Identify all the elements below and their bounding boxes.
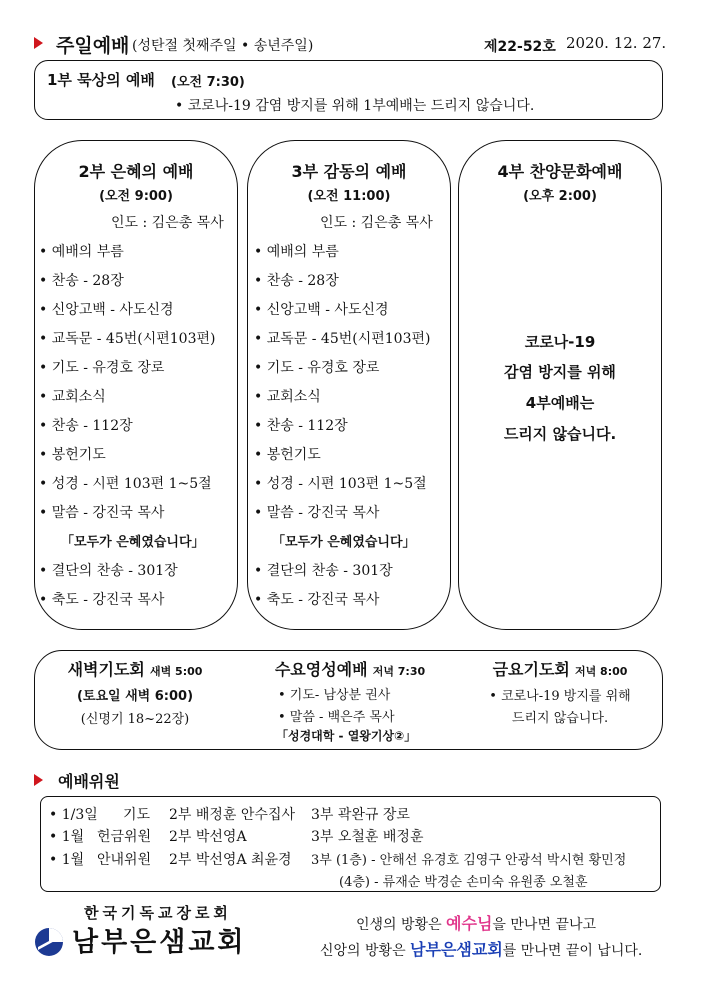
committee-row-date: • 1월 [49, 829, 85, 845]
wednesday-heading [240, 657, 460, 680]
order-item: • 찬송 - 28장 [254, 273, 339, 289]
service4-note-line: 드리지 않습니다. [503, 425, 617, 443]
order-item: • 성경 - 시편 103편 1~5절 [39, 476, 212, 492]
order-item: • 봉헌기도 [254, 447, 321, 463]
service4-box [458, 140, 662, 630]
service4-note-line: 감염 방지를 위해 [504, 363, 616, 381]
wednesday-time: 저녁 7:30 [372, 665, 426, 678]
committee-title: 예배위원 [58, 772, 120, 791]
committee-row-2bu: 2부 박선영A 최윤경 [169, 852, 292, 868]
wednesday-line3: 「성경대학 - 열왕기상②」 [276, 729, 417, 743]
order-item: • 말씀 - 강진국 목사 [254, 505, 380, 521]
order-item: • 교회소식 [39, 389, 106, 405]
dawn-prayer [35, 651, 235, 751]
committee-row-extra: (4층) - 류재순 박경순 손미숙 유원종 오철훈 [339, 875, 588, 890]
service4-title: 4부 찬양문화예배 [497, 162, 623, 181]
service2-box [34, 140, 238, 630]
order-item: • 축도 - 강진국 목사 [39, 592, 165, 608]
motto2-pre: 신앙의 방황은 [320, 943, 411, 959]
order-item: • 찬송 - 112장 [39, 418, 133, 434]
wednesday-line2: • 말씀 - 백은주 목사 [278, 710, 395, 725]
friday-line1: • 코로나-19 방지를 위해 [489, 689, 631, 704]
friday-prayer [460, 651, 660, 751]
motto2-highlight: 남부은샘교회 [410, 940, 503, 959]
motto2-post: 를 만나면 끝이 납니다. [502, 943, 643, 959]
order-item: • 교독문 - 45번(시편103편) [39, 331, 216, 347]
order-item: • 축도 - 강진국 목사 [254, 592, 380, 608]
order-item: • 결단의 찬송 - 301장 [39, 563, 178, 579]
order-item: • 말씀 - 강진국 목사 [39, 505, 165, 521]
dawn-heading [35, 657, 235, 680]
order-item: • 예배의 부름 [254, 244, 339, 260]
service3-box [247, 140, 451, 630]
committee-row-date: • 1/3일 [49, 807, 98, 823]
sermon-title: 「모두가 은혜였습니다」 [61, 535, 205, 550]
service3-time: (오전 11:00) [307, 189, 391, 204]
committee-row-date: • 1월 [49, 852, 85, 868]
order-item: • 예배의 부름 [39, 244, 124, 260]
page-title: 주일예배 [56, 35, 130, 57]
sermon-title: 「모두가 은혜였습니다」 [272, 535, 416, 550]
friday-time: 저녁 8:00 [574, 665, 628, 678]
service3-title: 3부 감동의 예배 [291, 162, 407, 181]
committee-row-2bu: 2부 박선영A [169, 829, 247, 845]
service1-title: 1부 묵상의 예배 [47, 71, 155, 89]
service4-time: (오후 2:00) [523, 189, 597, 204]
friday-title: 금요기도회 [492, 660, 570, 679]
order-item: • 성경 - 시편 103편 1~5절 [254, 476, 427, 492]
order-item: • 봉헌기도 [39, 447, 106, 463]
friday-heading [460, 657, 660, 680]
issue-number: 제22-52호 [484, 39, 556, 55]
denomination-name: 한국기독교장로회 [84, 904, 232, 922]
motto1-highlight: 예수님 [446, 914, 493, 933]
order-item: • 찬송 - 112장 [254, 418, 348, 434]
wednesday-title: 수요영성예배 [274, 660, 368, 679]
service3-leader: 인도 : 김은총 목사 [320, 215, 433, 231]
service2-title: 2부 은혜의 예배 [78, 162, 194, 181]
wednesday-service [240, 651, 460, 751]
service1-box [34, 60, 663, 120]
motto-line2 [320, 937, 642, 960]
dawn-time: 새벽 5:00 [149, 665, 203, 678]
section-arrow-icon [34, 774, 43, 786]
order-item: • 기도 - 유경호 장로 [254, 360, 380, 376]
order-item: • 신앙고백 - 사도신경 [254, 302, 389, 318]
order-item: • 신앙고백 - 사도신경 [39, 302, 174, 318]
order-item: • 결단의 찬송 - 301장 [254, 563, 393, 579]
page-subtitle: (성탄절 첫째주일 • 송년주일) [132, 38, 314, 54]
friday-line2: 드리지 않습니다. [511, 711, 609, 726]
order-item: • 기도 - 유경호 장로 [39, 360, 165, 376]
motto1-pre: 인생의 방황은 [356, 917, 447, 933]
order-item: • 찬송 - 28장 [39, 273, 124, 289]
committee-row-2bu: 2부 배정훈 안수집사 [169, 807, 295, 823]
church-name: 남부은샘교회 [72, 927, 247, 958]
motto-line1 [356, 911, 596, 934]
committee-row-role: 안내위원 [97, 852, 152, 868]
service1-time: (오전 7:30) [171, 75, 245, 90]
service2-leader: 인도 : 김은총 목사 [111, 215, 224, 231]
dawn-title: 새벽기도회 [67, 660, 145, 679]
service4-note-line: 코로나-19 [524, 333, 596, 351]
dawn-line1: (토요일 새벽 6:00) [76, 689, 194, 704]
service2-time: (오전 9:00) [99, 189, 173, 204]
issue-date: 2020. 12. 27. [566, 34, 667, 52]
committee-row-role: 헌금위원 [97, 829, 152, 845]
service1-note: • 코로나-19 감염 방지를 위해 1부예배는 드리지 않습니다. [175, 98, 535, 114]
order-item: • 교독문 - 45번(시편103편) [254, 331, 431, 347]
dawn-line2: (신명기 18~22장) [80, 712, 190, 727]
committee-row-3bu: 3부 오철훈 배정훈 [311, 829, 424, 845]
committee-row-role: 기도 [123, 807, 151, 823]
church-logo-icon [34, 927, 64, 957]
service4-note-line: 4부예배는 [525, 394, 595, 412]
weekday-box [34, 650, 663, 750]
committee-row-3bu: 3부 (1층) - 안해선 유경호 김영구 안광석 박시현 황민정 [311, 853, 627, 868]
wednesday-line1: • 기도- 남상분 권사 [278, 688, 391, 703]
order-item: • 교회소식 [254, 389, 321, 405]
committee-box [40, 796, 661, 892]
motto1-post: 을 만나면 끝나고 [492, 917, 596, 933]
section-arrow-icon [34, 37, 43, 49]
committee-row-3bu: 3부 곽완규 장로 [311, 807, 410, 823]
